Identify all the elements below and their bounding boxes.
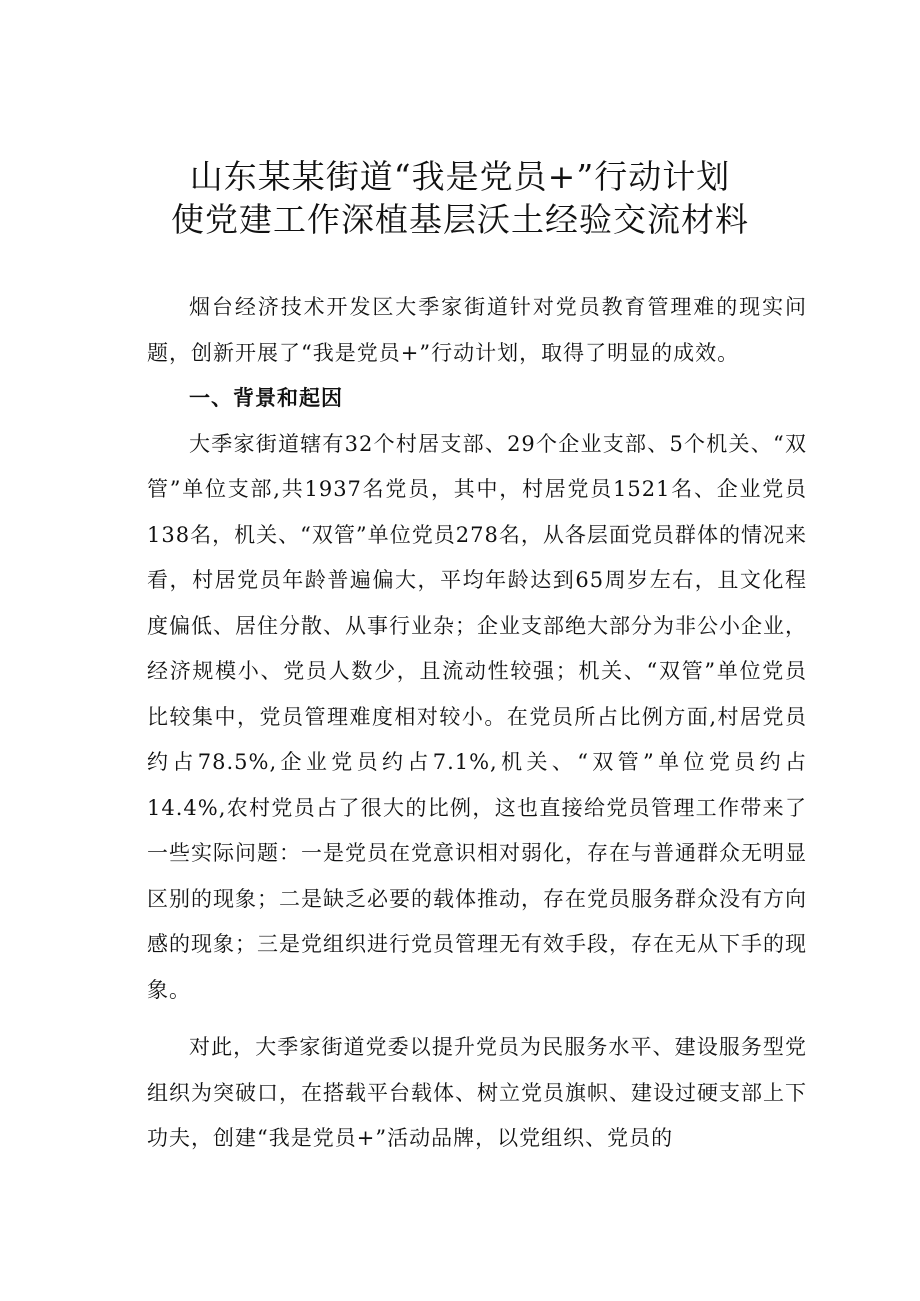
body-paragraph-1: 大季家街道辖有32个村居支部、29个企业支部、5个机关、“双管”单位支部,共1937名党员，其中，村居党员1521名、企业党员138名，机关、“双管”单位党员278名，从各层面党员群体的情况来看，村居党员年龄普遍偏大，平均年龄达到65周岁左右，且文化程度偏低、居住分散、从事行业杂；企业支部绝大部分为非公小企业，经济规模小、党员人数少，且流动性较强；机关、“双管”单位党员比较集中，党员管理难度相对较小。在党员所占比例方面,村居党员约占78.5%,企业党员约占7.1%,机关、“双管”单位党员约占14.4%,农村党员占了很大的比例，这也直接给党员管理工作带来了一些实际问题：一是党员在党意识相对弱化，存在与普通群众无明显区别的现象；二是缺乏必要的载体推动，存在党员服务群众没有方向感的现象；三是党组织进行党员管理无有效手段，存在无从下手的现象。: [147, 431, 807, 1002]
document-title-line1: 山东某某街道“我是党员+”行动计划: [189, 157, 731, 196]
section-heading: 一、背景和起因: [189, 386, 343, 410]
intro-paragraph: 烟台经济技术开发区大季家街道针对党员教育管理难的现实问题，创新开展了“我是党员+”行动计划，取得了明显的成效。: [147, 295, 807, 365]
document-title-line2: 使党建工作深植基层沃土经验交流材料: [171, 200, 749, 239]
body-paragraph-2: 对此，大季家街道党委以提升党员为民服务水平、建设服务型党组织为突破口，在搭载平台载体、树立党员旗帜、建设过硬支部上下功夫，创建“我是党员+”活动品牌，以党组织、党员的: [147, 1035, 807, 1150]
document-body: [147, 285, 807, 1162]
paragraph-gap: [147, 1013, 807, 1025]
